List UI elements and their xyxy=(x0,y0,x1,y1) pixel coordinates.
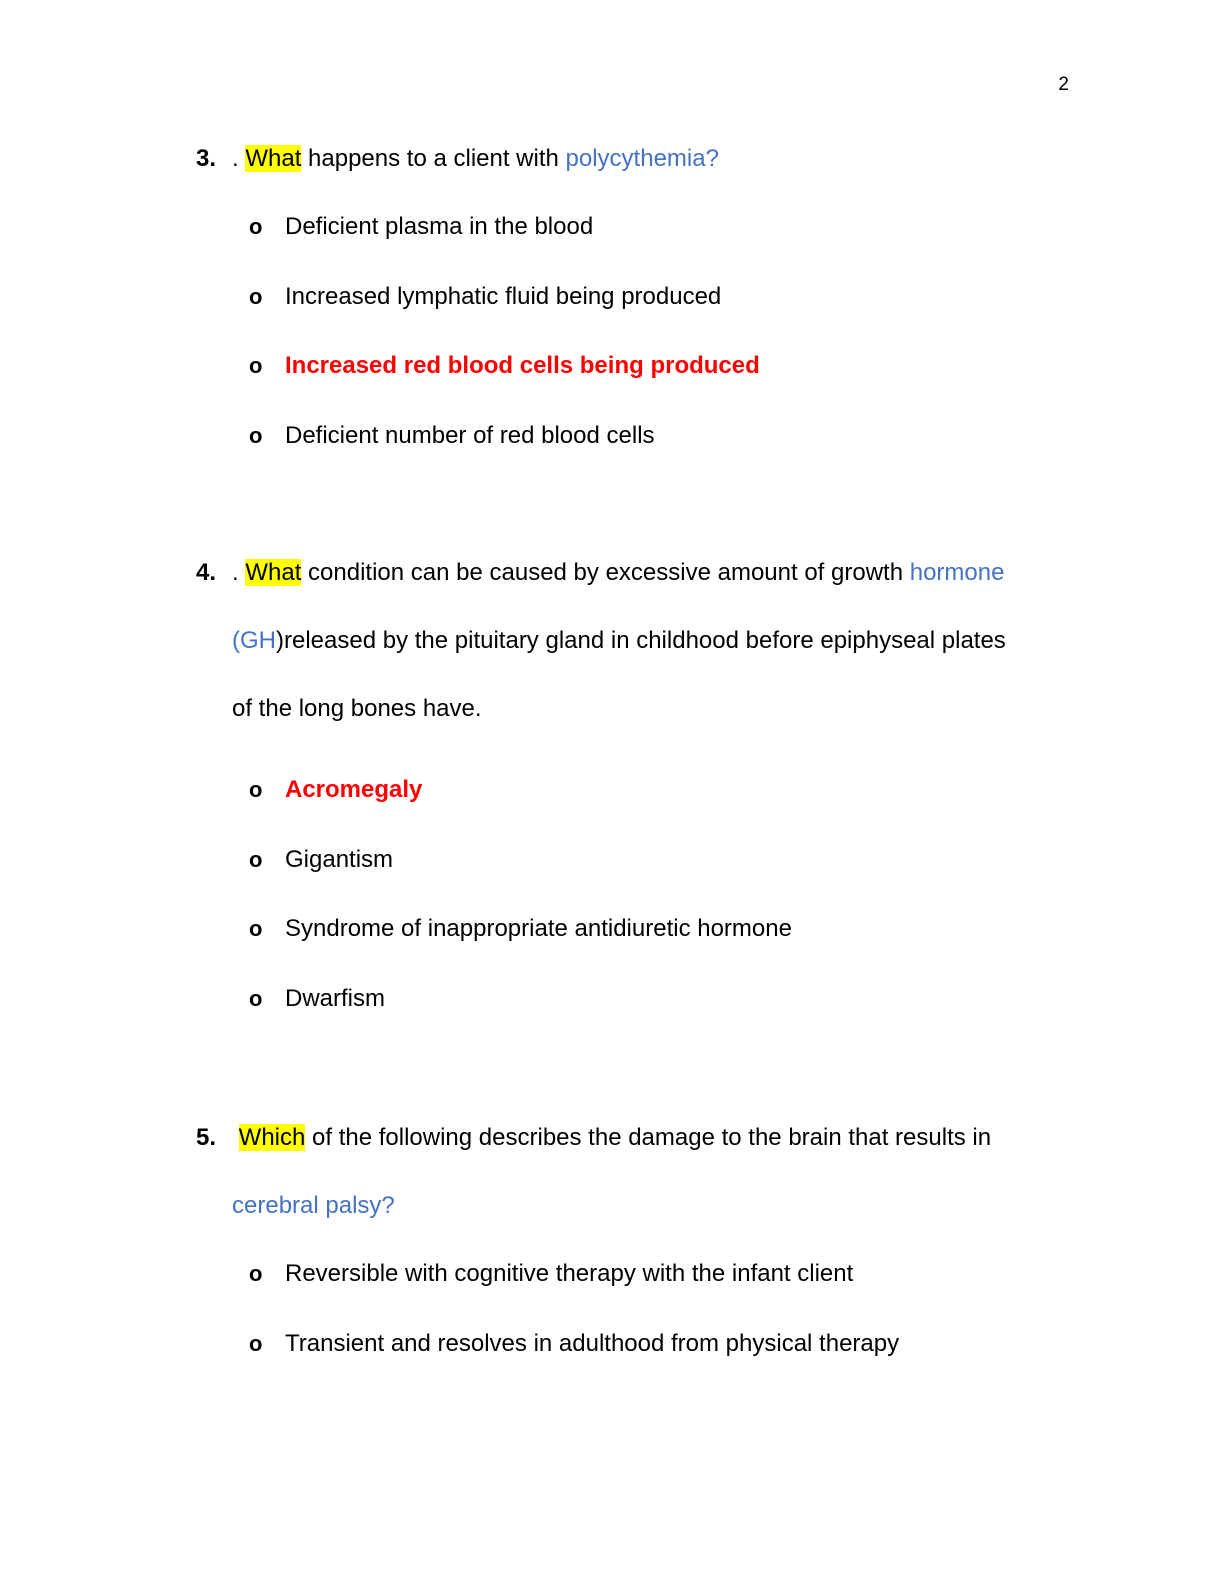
question-4 xyxy=(196,556,1066,1051)
answer-option-correct[interactable] xyxy=(196,773,1066,843)
answer-option[interactable] xyxy=(196,1327,1066,1397)
option-text: Increased red blood cells being produced xyxy=(285,352,760,379)
answer-option[interactable] xyxy=(196,912,1066,982)
question-stem-line xyxy=(196,142,1066,210)
bullet-icon: o xyxy=(249,846,263,872)
answer-option[interactable] xyxy=(196,210,1066,280)
question-number: 4. xyxy=(196,559,217,586)
stem-prefix: . xyxy=(232,145,246,172)
question-number: 3. xyxy=(196,145,217,172)
stem-text: of the long bones have. xyxy=(232,695,482,722)
question-3 xyxy=(196,142,1066,488)
bullet-icon: o xyxy=(249,1261,263,1286)
bullet-icon: o xyxy=(249,985,263,1011)
highlighted-word: What xyxy=(245,145,302,172)
answer-option[interactable] xyxy=(196,1257,1066,1327)
bullet-icon: o xyxy=(249,353,263,378)
answer-options xyxy=(196,210,1066,488)
bullet-icon: o xyxy=(249,916,263,941)
page-number: 2 xyxy=(1058,74,1069,95)
bullet-icon: o xyxy=(249,1330,263,1356)
question-stem-line xyxy=(196,624,1066,692)
bullet-icon: o xyxy=(249,283,263,309)
key-term: hormone xyxy=(909,559,1005,586)
highlighted-word: Which xyxy=(238,1124,306,1151)
answer-option[interactable] xyxy=(196,419,1066,489)
bullet-icon: o xyxy=(249,214,263,239)
answer-option[interactable] xyxy=(196,982,1066,1052)
question-stem-line xyxy=(196,1189,1066,1257)
question-stem-line xyxy=(196,1121,1066,1189)
option-text: Reversible with cognitive therapy with the infant client xyxy=(285,1260,854,1287)
option-text: Acromegaly xyxy=(285,776,423,803)
key-term: cerebral palsy? xyxy=(232,1192,395,1219)
question-stem-line xyxy=(196,556,1066,624)
stem-text: happens to a client with xyxy=(301,145,566,172)
answer-option[interactable] xyxy=(196,843,1066,913)
key-term: polycythemia? xyxy=(565,145,719,172)
question-number: 5. xyxy=(196,1124,217,1151)
option-text: Deficient plasma in the blood xyxy=(285,213,594,240)
answer-options xyxy=(196,1257,1066,1396)
stem-text: )released by the pituitary gland in childhood before epiphyseal plates xyxy=(276,627,1006,654)
option-text: Dwarfism xyxy=(285,984,385,1012)
answer-option[interactable] xyxy=(196,280,1066,350)
stem-text: condition can be caused by excessive amount of growth xyxy=(301,559,910,586)
option-text: Gigantism xyxy=(285,845,394,873)
question-stem-line xyxy=(196,692,1066,773)
answer-option-correct[interactable] xyxy=(196,349,1066,419)
stem-prefix: . xyxy=(232,559,246,586)
question-5 xyxy=(196,1121,1066,1396)
option-text: Deficient number of red blood cells xyxy=(285,421,655,449)
option-text: Transient and resolves in adulthood from physical therapy xyxy=(285,1329,900,1357)
key-term: (GH xyxy=(232,627,276,654)
option-text: Increased lymphatic fluid being produced xyxy=(285,282,722,310)
bullet-icon: o xyxy=(249,777,263,802)
bullet-icon: o xyxy=(249,422,263,448)
answer-options xyxy=(196,773,1066,1051)
highlighted-word: What xyxy=(245,559,302,586)
stem-text: of the following describes the damage to the brain that results in xyxy=(305,1124,992,1151)
stem-prefix xyxy=(232,1124,239,1151)
option-text: Syndrome of inappropriate antidiuretic hormone xyxy=(285,915,792,942)
